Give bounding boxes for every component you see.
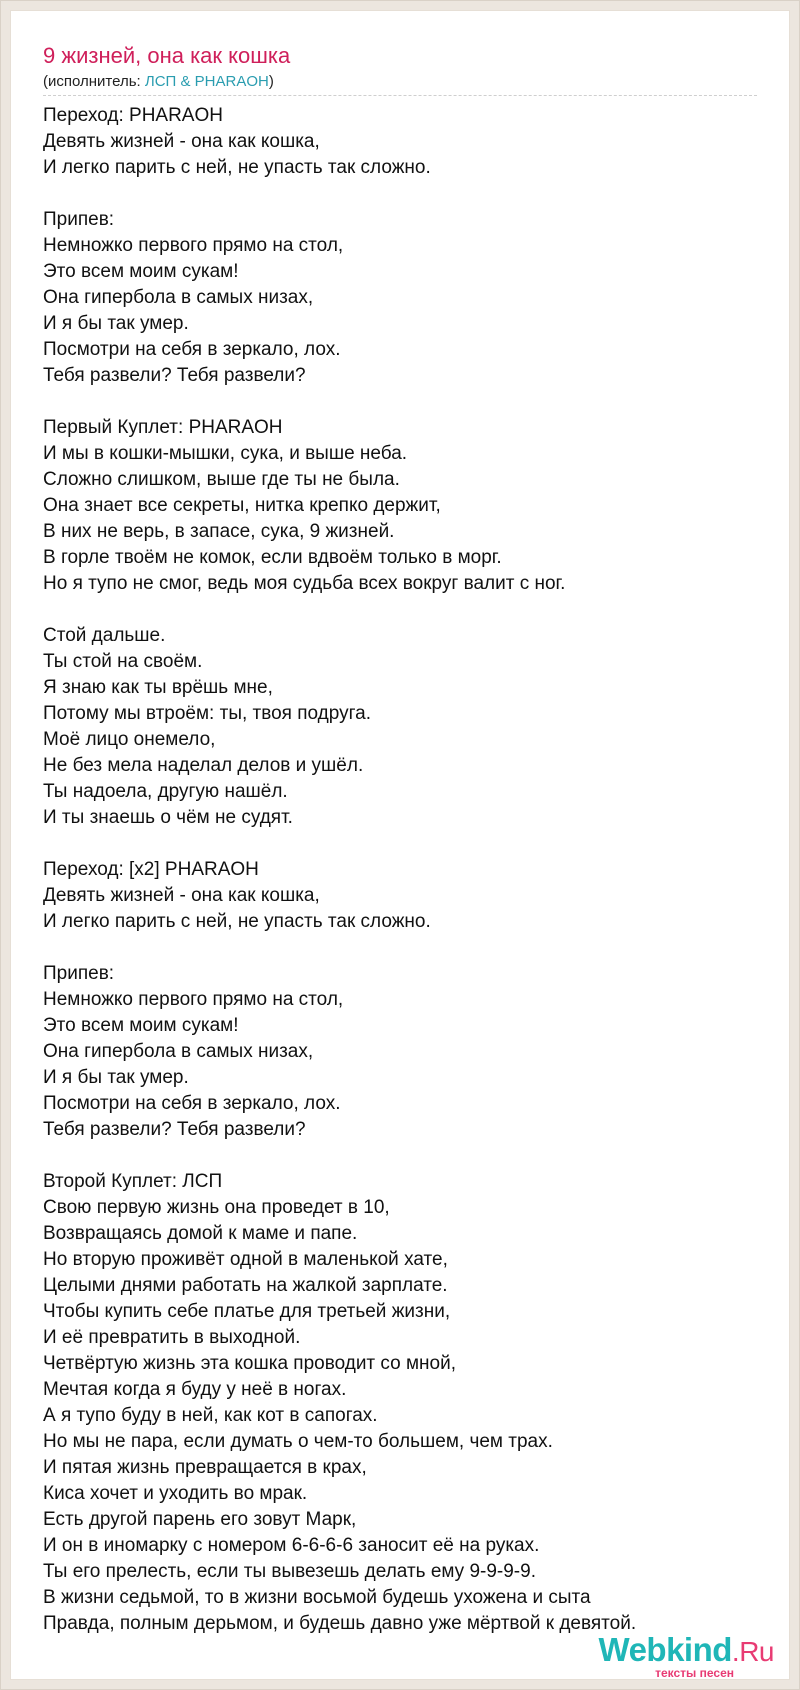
lyrics-text: [43, 103, 763, 1637]
lyric-blank-line: [43, 597, 763, 623]
performer-prefix: (исполнитель:: [43, 73, 145, 90]
watermark-tagline: тексты песен: [655, 1666, 734, 1680]
lyric-line: Но мы не пара, если думать о чем-то большем, чем трах.: [43, 1431, 553, 1452]
lyric-blank-line: [43, 831, 763, 857]
lyric-line: Посмотри на себя в зеркало, лох.: [43, 339, 341, 360]
lyric-line: И он в иномарку с номером 6-6-6-6 заносит её на руках.: [43, 1535, 540, 1556]
webkind-watermark: [574, 1632, 774, 1682]
lyric-blank-line: [43, 389, 763, 415]
lyric-line: Ты надоела, другую нашёл.: [43, 781, 288, 802]
lyric-line: Целыми днями работать на жалкой зарплате.: [43, 1275, 448, 1296]
lyric-line: Немножко первого прямо на стол,: [43, 989, 344, 1010]
watermark-logo: [599, 1632, 774, 1670]
lyric-line: Переход: [x2] PHARAOH: [43, 859, 259, 880]
lyric-line: Чтобы купить себе платье для третьей жизни,: [43, 1301, 451, 1322]
lyric-line: Но вторую проживёт одной в маленькой хате,: [43, 1249, 448, 1270]
lyric-line: Посмотри на себя в зеркало, лох.: [43, 1093, 341, 1114]
lyric-line: Девять жизней - она как кошка,: [43, 885, 320, 906]
song-title: 9 жизней, она как кошка: [43, 43, 291, 68]
watermark-brand: Webkind: [598, 1631, 732, 1668]
lyric-line: Первый Куплет: PHARAOH: [43, 417, 283, 438]
lyric-line: Тебя развели? Тебя развели?: [43, 1119, 306, 1140]
watermark-tld: .Ru: [731, 1636, 774, 1667]
performer-line: [43, 72, 274, 92]
lyric-line: Девять жизней - она как кошка,: [43, 131, 320, 152]
lyric-blank-line: [43, 1143, 763, 1169]
header-divider: [43, 95, 757, 96]
lyric-line: Переход: PHARAOH: [43, 105, 223, 126]
lyric-line: И ты знаешь о чём не судят.: [43, 807, 293, 828]
performer-suffix: ): [268, 73, 274, 90]
lyric-line: Сложно слишком, выше где ты не была.: [43, 469, 400, 490]
lyric-line: Это всем моим сукам!: [43, 261, 239, 282]
lyric-line: Она гипербола в самых низах,: [43, 287, 314, 308]
lyric-line: Свою первую жизнь она проведет в 10,: [43, 1197, 390, 1218]
lyric-line: И пятая жизнь превращается в крах,: [43, 1457, 367, 1478]
lyric-line: И мы в кошки-мышки, сука, и выше неба.: [43, 443, 408, 464]
lyric-line: В них не верь, в запасе, сука, 9 жизней.: [43, 521, 395, 542]
lyric-line: Немножко первого прямо на стол,: [43, 235, 344, 256]
lyric-blank-line: [43, 181, 763, 207]
lyric-line: Но я тупо не смог, ведь моя судьба всех вокруг валит с ног.: [43, 573, 566, 594]
lyric-line: Припев:: [43, 963, 115, 984]
lyric-line: А я тупо буду в ней, как кот в сапогах.: [43, 1405, 378, 1426]
lyric-line: Четвёртую жизнь эта кошка проводит со мной,: [43, 1353, 456, 1374]
lyric-line: Это всем моим сукам!: [43, 1015, 239, 1036]
lyric-line: Не без мела наделал делов и ушёл.: [43, 755, 364, 776]
lyric-line: И я бы так умер.: [43, 313, 189, 334]
lyric-line: Второй Куплет: ЛСП: [43, 1171, 223, 1192]
lyric-line: И я бы так умер.: [43, 1067, 189, 1088]
lyric-line: Стой дальше.: [43, 625, 166, 646]
lyric-line: Возвращаясь домой к маме и папе.: [43, 1223, 358, 1244]
lyric-line: Ты стой на своём.: [43, 651, 203, 672]
lyric-line: Она гипербола в самых низах,: [43, 1041, 314, 1062]
lyric-line: Припев:: [43, 209, 115, 230]
lyric-line: Потому мы втроём: ты, твоя подруга.: [43, 703, 371, 724]
lyric-line: В горле твоём не комок, если вдвоём только в морг.: [43, 547, 502, 568]
lyric-line: Я знаю как ты врёшь мне,: [43, 677, 273, 698]
lyric-blank-line: [43, 935, 763, 961]
performer-link[interactable]: ЛСП & PHARAOH: [144, 73, 269, 90]
lyric-line: Есть другой парень его зовут Марк,: [43, 1509, 357, 1530]
lyric-line: Тебя развели? Тебя развели?: [43, 365, 306, 386]
lyric-line: Ты его прелесть, если ты вывезешь делать ему 9-9-9-9.: [43, 1561, 536, 1582]
lyric-line: И легко парить с ней, не упасть так сложно.: [43, 911, 431, 932]
lyric-line: Она знает все секреты, нитка крепко держит,: [43, 495, 441, 516]
lyric-line: Правда, полным дерьмом, и будешь давно уже мёртвой к девятой.: [43, 1613, 637, 1634]
lyric-line: И её превратить в выходной.: [43, 1327, 301, 1348]
lyric-line: В жизни седьмой, то в жизни восьмой будешь ухожена и сыта: [43, 1587, 591, 1608]
lyric-line: Мечтая когда я буду у неё в ногах.: [43, 1379, 347, 1400]
lyric-line: Моё лицо онемело,: [43, 729, 216, 750]
lyric-line: Киса хочет и уходить во мрак.: [43, 1483, 308, 1504]
lyric-line: И легко парить с ней, не упасть так сложно.: [43, 157, 431, 178]
